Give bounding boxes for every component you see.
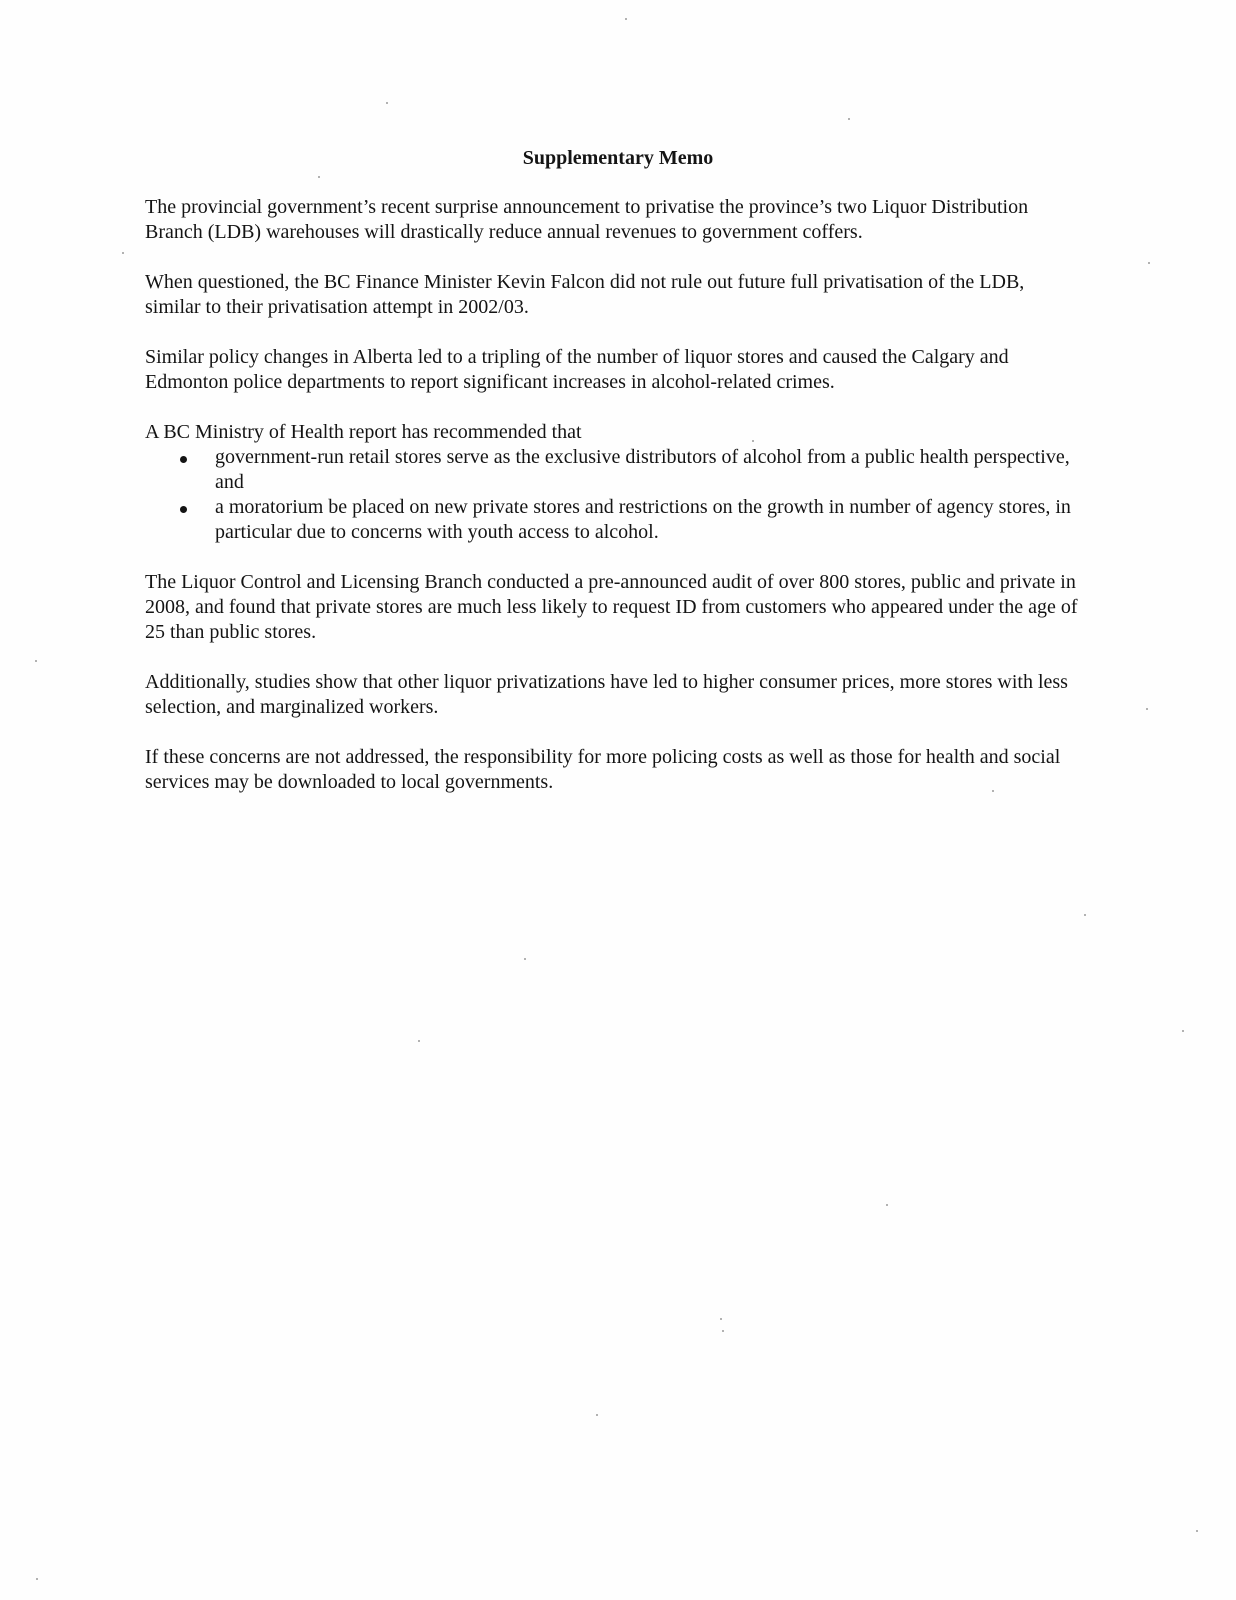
memo-paragraph: Additionally, studies show that other liquor privatizations have led to higher consumer prices, more stores with less selection, and marginalized workers. xyxy=(145,671,1068,718)
scan-speck xyxy=(318,176,320,178)
scan-speck xyxy=(1084,914,1086,916)
memo-body xyxy=(145,195,1080,820)
memo-title: Supplementary Memo xyxy=(522,147,714,169)
scan-speck xyxy=(36,1578,38,1580)
scan-speck xyxy=(122,252,124,254)
scan-speck xyxy=(386,102,388,104)
bullet-icon xyxy=(180,506,187,513)
bullet-intro: A BC Ministry of Health report has recommended that xyxy=(145,421,582,443)
memo-paragraph: The provincial government’s recent surprise announcement to privatise the province’s two Liquor Distribution Branch (LDB) warehouses will drastically reduce annual revenues to government coffers. xyxy=(145,196,1029,243)
scan-speck xyxy=(1182,1030,1184,1032)
scan-speck xyxy=(1146,708,1148,710)
list-item-text: government-run retail stores serve as the exclusive distributors of alcohol from a public health perspective, and xyxy=(215,446,1070,493)
scan-speck xyxy=(524,958,526,960)
scan-speck xyxy=(625,18,627,20)
scan-speck xyxy=(35,660,37,662)
memo-paragraph: Similar policy changes in Alberta led to a tripling of the number of liquor stores and caused the Calgary and Edmonton police departments to report significant increases in alcohol-related crimes. xyxy=(145,346,1009,393)
scan-speck xyxy=(722,1330,724,1332)
list-item xyxy=(145,495,1080,545)
scan-speck xyxy=(1196,1530,1198,1532)
scan-speck xyxy=(886,1204,888,1206)
scan-speck xyxy=(418,1040,420,1042)
memo-paragraph: When questioned, the BC Finance Minister Kevin Falcon did not rule out future full privatisation of the LDB, similar to their privatisation attempt in 2002/03. xyxy=(145,271,1025,318)
scan-speck xyxy=(720,1318,722,1320)
scan-speck xyxy=(1148,262,1150,264)
memo-paragraph: The Liquor Control and Licensing Branch conducted a pre-announced audit of over 800 stores, public and private in 2008, and found that private stores are much less likely to request ID from customers who appeared under the age of 25 than public stores. xyxy=(145,571,1078,643)
bullet-icon xyxy=(180,456,187,463)
list-item-text: a moratorium be placed on new private stores and restrictions on the growth in number of agency stores, in particular due to concerns with youth access to alcohol. xyxy=(215,496,1071,543)
scan-speck xyxy=(848,118,850,120)
recommendation-list xyxy=(145,445,1080,545)
list-item xyxy=(145,445,1080,495)
scan-speck xyxy=(596,1414,598,1416)
memo-paragraph: If these concerns are not addressed, the responsibility for more policing costs as well as those for health and social services may be downloaded to local governments. xyxy=(145,746,1061,793)
